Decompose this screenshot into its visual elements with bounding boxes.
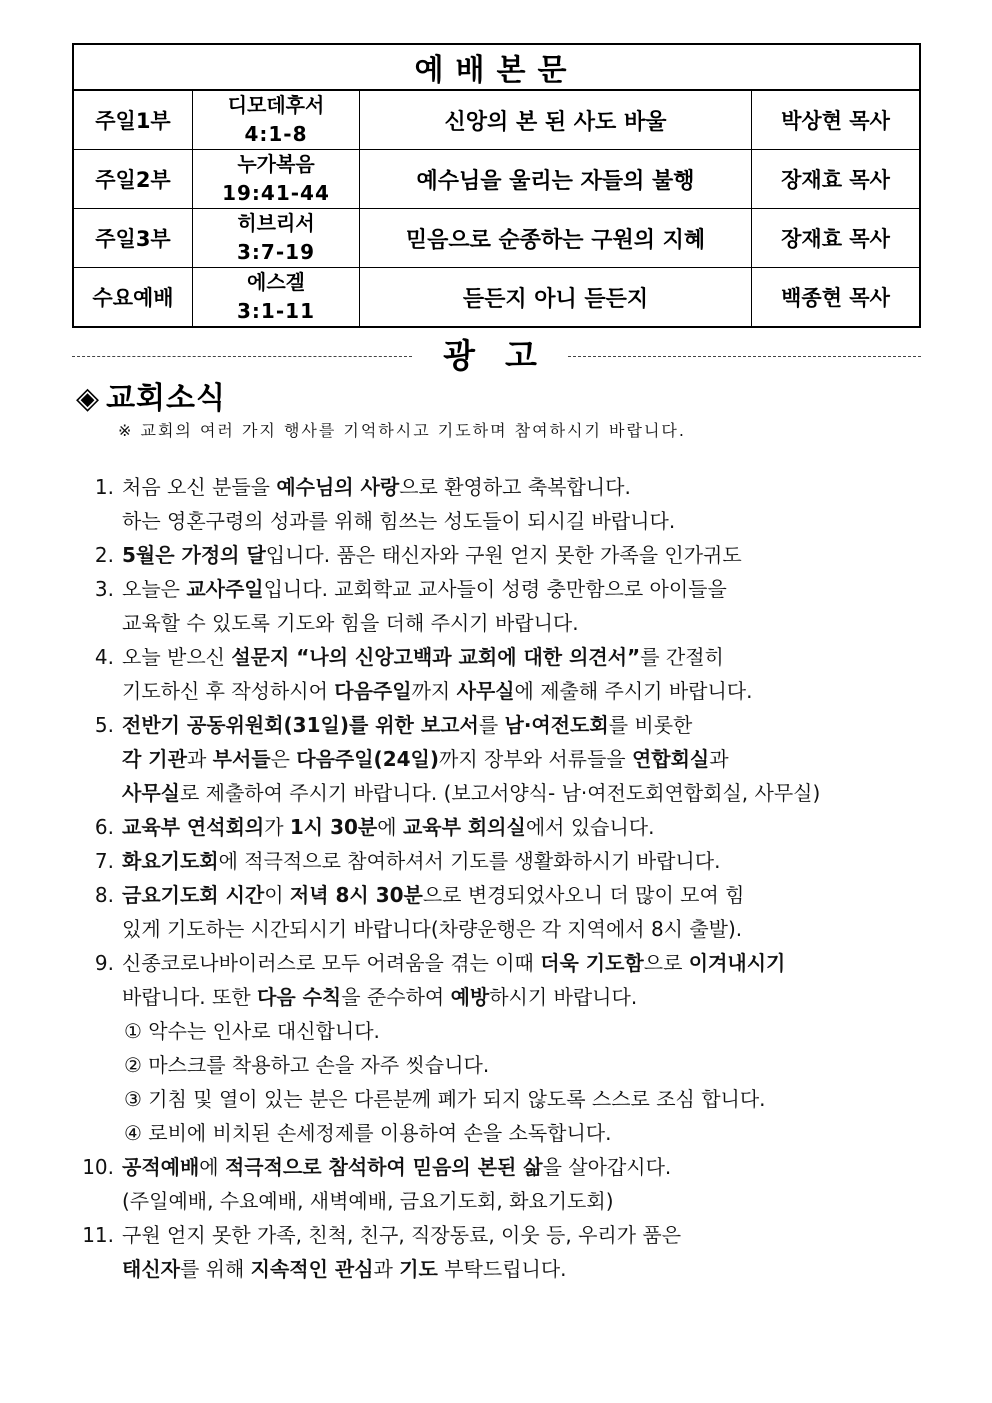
announcement-item [74,708,914,810]
item-number: 4. [94,645,114,669]
scripture-passage [193,268,360,328]
service-name: 주일3부 [73,209,193,268]
item-line: (주일예배, 수요예배, 새벽예배, 금요기도회, 화요기도회) [122,1189,614,1213]
announcement-item [74,470,914,538]
item-line: 하는 영혼구령의 성과를 위해 힘쓰는 성도들이 되시길 바랍니다. [122,509,676,533]
item-number: 9. [94,951,114,975]
item-line: 처음 오신 분들을 예수님의 사랑으로 환영하고 축복합니다. [122,475,631,499]
item-line: 교육할 수 있도록 기도와 힘을 더해 주시기 바랍니다. [122,611,579,635]
passage-verse: 3:1-11 [237,299,315,323]
rule-item: ① 악수는 인사로 대신합니다. [124,1019,380,1043]
announcement-item [74,1150,914,1218]
announcement-item [74,878,914,946]
dashed-rule-right [568,356,921,357]
section-heading-text: 교회소식 [106,381,226,416]
item-line: 화요기도회에 적극적으로 참여하셔서 기도를 생활화하시기 바랍니다. [122,849,721,873]
rule-item: ④ 로비에 비치된 손세정제를 이용하여 손을 소독합니다. [124,1121,612,1145]
preacher-name: 박상현 목사 [752,90,921,150]
sermon-row [73,150,920,209]
announcement-item [74,946,914,1150]
passage-book: 디모데후서 [227,93,325,117]
item-line: 오늘 받으신 설문지 “나의 신앙고백과 교회에 대한 의견서”를 간절히 [122,645,724,669]
rule-item: ③ 기침 및 열이 있는 분은 다른분께 폐가 되지 않도록 스스로 조심 합니다. [124,1087,766,1111]
diamond-icon: ◈ [76,381,101,416]
passage-book: 누가복음 [237,152,315,176]
sermon-table-title: 예배본문 [73,44,920,90]
item-number: 8. [94,883,114,907]
sermon-title: 믿음으로 순종하는 구원의 지혜 [360,209,752,268]
dashed-rule-left [72,356,412,357]
passage-book: 에스겔 [247,270,305,294]
sermon-title: 듣든지 아니 듣든지 [360,268,752,328]
item-number: 10. [82,1155,114,1179]
announcement-item [74,844,914,878]
section-heading [76,373,226,417]
announcement-item [74,810,914,844]
scripture-passage [193,90,360,150]
item-line: 신종코로나바이러스로 모두 어려움을 겪는 이때 더욱 기도함으로 이겨내시기 [122,951,786,975]
item-number: 6. [94,815,114,839]
item-line: 구원 얻지 못한 가족, 친척, 친구, 직장동료, 이웃 등, 우리가 품은 [122,1223,682,1247]
preacher-name: 백종현 목사 [752,268,921,328]
item-number: 2. [94,543,114,567]
item-number: 1. [94,475,114,499]
item-line: 금요기도회 시간이 저녁 8시 30분으로 변경되었사오니 더 많이 모여 힘 [122,883,745,907]
sermon-row [73,209,920,268]
item-number: 11. [82,1223,114,1247]
ad-divider [72,330,921,378]
sermon-table [72,43,921,328]
service-name: 수요예배 [73,268,193,328]
scripture-passage [193,209,360,268]
announcement-item [74,572,914,640]
item-line: 있게 기도하는 시간되시기 바랍니다(차량운행은 각 지역에서 8시 출발). [122,917,743,941]
ad-title: 광고 [443,336,567,375]
announcement-list [74,470,914,1286]
sermon-row [73,268,920,328]
item-line: 사무실로 제출하여 주시기 바랍니다. (보고서양식- 남·여전도회연합회실, 사무실) [122,781,821,805]
item-number: 3. [94,577,114,601]
preacher-name: 장재효 목사 [752,150,921,209]
item-line: 태신자를 위해 지속적인 관심과 기도 부탁드립니다. [122,1257,567,1281]
item-line: 교육부 연석회의가 1시 30분에 교육부 회의실에서 있습니다. [122,815,655,839]
sermon-title: 신앙의 본 된 사도 바울 [360,90,752,150]
item-number: 7. [94,849,114,873]
rule-item: ② 마스크를 착용하고 손을 자주 씻습니다. [124,1053,490,1077]
item-number: 5. [94,713,114,737]
item-line: 각 기관과 부서들은 다음주일(24일)까지 장부와 서류들을 연합회실과 [122,747,729,771]
passage-verse: 3:7-19 [237,240,315,264]
item-line: 5월은 가정의 달입니다. 품은 태신자와 구원 얻지 못한 가족을 인가귀도 [122,543,742,567]
item-line: 기도하신 후 작성하시어 다음주일까지 사무실에 제출해 주시기 바랍니다. [122,679,753,703]
announcement-item [74,538,914,572]
scripture-passage [193,150,360,209]
announcement-item [74,1218,914,1286]
passage-verse: 4:1-8 [244,122,308,146]
item-line: 전반기 공동위원회(31일)를 위한 보고서를 남·여전도회를 비롯한 [122,713,693,737]
passage-verse: 19:41-44 [222,181,330,205]
service-name: 주일2부 [73,150,193,209]
sermon-row [73,90,920,150]
passage-book: 히브리서 [237,211,315,235]
item-line: 바랍니다. 또한 다음 수칙을 준수하여 예방하시기 바랍니다. [122,985,638,1009]
announcement-item [74,640,914,708]
service-name: 주일1부 [73,90,193,150]
sermon-title: 예수님을 울리는 자들의 불행 [360,150,752,209]
item-line: 공적예배에 적극적으로 참석하여 믿음의 본된 삶을 살아갑시다. [122,1155,672,1179]
item-line: 오늘은 교사주일입니다. 교회학교 교사들이 성령 충만함으로 아이들을 [122,577,727,601]
preacher-name: 장재효 목사 [752,209,921,268]
section-note: ※ 교회의 여러 가지 행사를 기억하시고 기도하며 참여하시기 바랍니다. [118,421,686,440]
